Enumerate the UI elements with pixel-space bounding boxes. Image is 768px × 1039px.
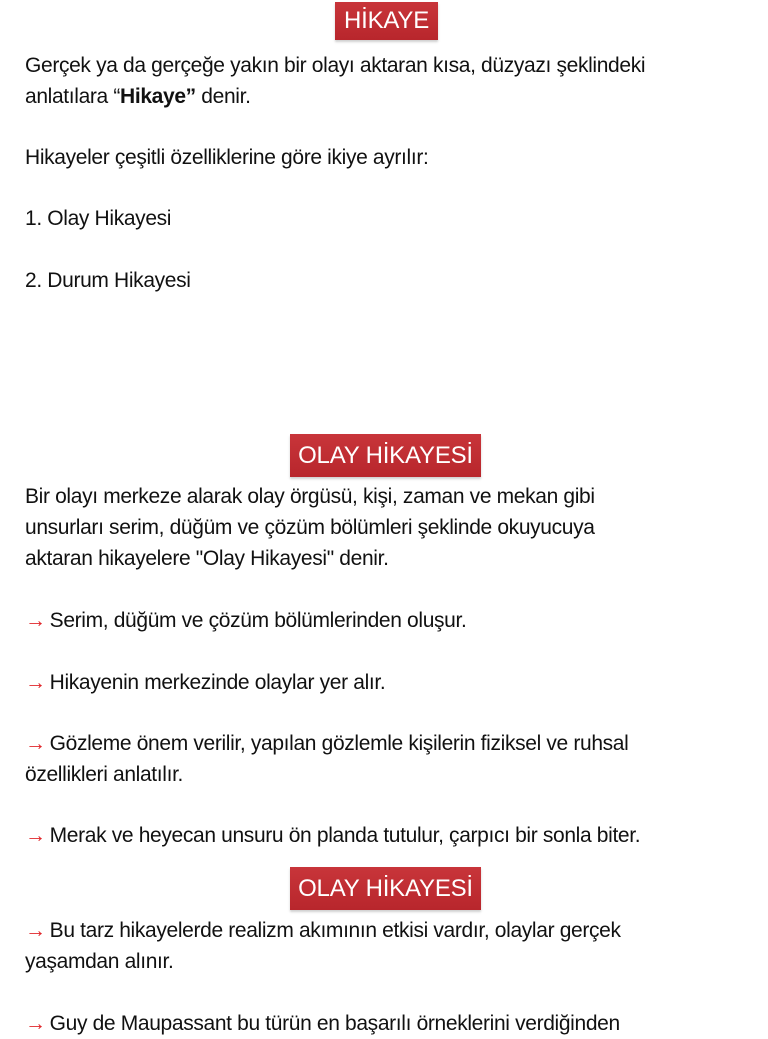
section-title-hikaye: [335, 2, 438, 40]
hikaye-definition: [25, 50, 755, 112]
olay-hikayesi-definition: [25, 481, 755, 574]
definition-line: [25, 81, 755, 112]
arrow-right-icon: →: [25, 824, 46, 847]
arrow-right-icon: →: [25, 609, 46, 632]
arrow-right-icon: →: [25, 732, 46, 755]
bullet-text: Guy de Maupassant bu türün en başarılı örneklerini verdiğinden: [49, 1012, 620, 1035]
bullet-text: Hikayenin merkezinde olaylar yer alır.: [49, 671, 386, 694]
definition-line: Bir olayı merkeze alarak olay örgüsü, kişi, zaman ve mekan gibi: [25, 485, 595, 508]
arrow-right-icon: →: [25, 919, 46, 942]
section-title-text: OLAY HİKAYESİ: [298, 441, 473, 469]
definition-line: unsurları serim, düğüm ve çözüm bölümleri şeklinde okuyucuya: [25, 516, 595, 539]
definition-line: aktaran hikayelere "Olay Hikayesi" denir.: [25, 547, 389, 570]
text-fragment: denir.: [195, 85, 251, 108]
definition-line: Gerçek ya da gerçeğe yakın bir olayı aktaran kısa, düzyazı şeklindeki: [25, 54, 646, 77]
types-intro: Hikayeler çeşitli özelliklerine göre ikiye ayrılır:: [25, 146, 429, 169]
arrow-right-icon: →: [25, 1012, 46, 1035]
bullet-text: yaşamdan alınır.: [25, 950, 174, 973]
bullet-text: özellikleri anlatılır.: [25, 763, 184, 786]
bullet-item: [25, 820, 755, 851]
section-title-text: HİKAYE: [343, 7, 430, 34]
bullet-text: Serim, düğüm ve çözüm bölümlerinden oluşur.: [49, 609, 467, 632]
type-item-olay: 1. Olay Hikayesi: [25, 207, 172, 230]
text-fragment: anlatılara “: [25, 85, 121, 108]
bullet-item: [25, 915, 755, 977]
bullet-text: Gözleme önem verilir, yapılan gözlemle kişilerin fiziksel ve ruhsal: [49, 732, 629, 755]
type-item-durum: 2. Durum Hikayesi: [25, 269, 191, 292]
section-title-olay-hikayesi-2: [290, 867, 481, 910]
arrow-right-icon: →: [25, 671, 46, 694]
bullet-text: Merak ve heyecan unsuru ön planda tutulur, çarpıcı bir sonla biter.: [49, 824, 641, 847]
bold-term: Hikaye”: [120, 85, 196, 108]
bullet-item: [25, 667, 755, 698]
section-title-olay-hikayesi: [290, 434, 481, 477]
bullet-item: [25, 605, 755, 636]
bullet-text: Bu tarz hikayelerde realizm akımının etkisi vardır, olaylar gerçek: [49, 919, 621, 942]
section-title-text: OLAY HİKAYESİ: [298, 874, 473, 902]
bullet-item: [25, 728, 755, 790]
